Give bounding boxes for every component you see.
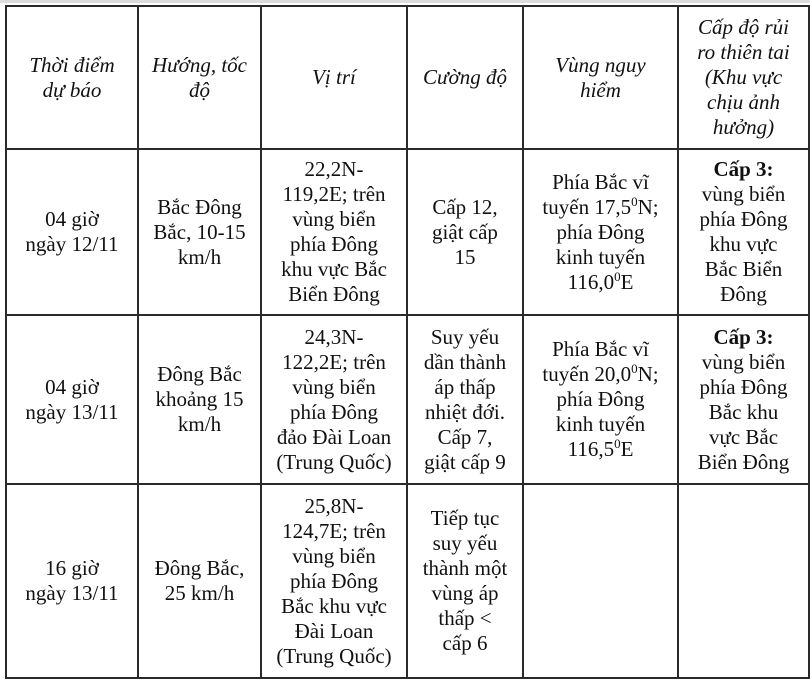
cell-time: 04 giờ ngày 12/11 bbox=[6, 149, 138, 315]
storm-forecast-table bbox=[5, 5, 810, 679]
cell-risk-level: Cấp 3: vùng biển phía Đông Bắc khu vực Bắc Biển Đông bbox=[678, 315, 809, 484]
cell-risk-level: Cấp 3: vùng biển phía Đông khu vực Bắc Biển Đông bbox=[678, 149, 809, 315]
latitude-line: tuyến 20,0$^0$N; bbox=[542, 361, 659, 386]
cell-time: 16 giờ ngày 13/11 bbox=[6, 484, 138, 678]
risk-level-label: Cấp 3: bbox=[713, 324, 774, 349]
longitude-line: 116,0$^0$E bbox=[567, 268, 634, 294]
cell-danger-zone-empty bbox=[523, 484, 678, 678]
top-border-strip bbox=[0, 0, 810, 3]
header-position: Vị trí bbox=[261, 6, 407, 149]
header-danger-zone: Vùng nguy hiểm bbox=[523, 6, 678, 149]
header-direction-speed: Hướng, tốc độ bbox=[138, 6, 261, 149]
cell-intensity: Tiếp tục suy yếu thành một vùng áp thấp < cấp 6 bbox=[407, 484, 523, 678]
cell-danger-zone: Phía Bắc vĩ tuyến 17,5$^0$N; phía Đông kinh tuyến 116,0$^0$E bbox=[523, 149, 678, 315]
cell-position: 25,8N- 124,7E; trên vùng biển phía Đông Bắc khu vực Đài Loan (Trung Quốc) bbox=[261, 484, 407, 678]
cell-danger-zone: Phía Bắc vĩ tuyến 20,0$^0$N; phía Đông kinh tuyến 116,5$^0$E bbox=[523, 315, 678, 484]
risk-level-label: Cấp 3: bbox=[713, 157, 774, 181]
header-intensity: Cường độ bbox=[407, 6, 523, 149]
cell-position: 22,2N- 119,2E; trên vùng biển phía Đông khu vực Bắc Biển Đông bbox=[261, 149, 407, 315]
cell-time: 04 giờ ngày 13/11 bbox=[6, 315, 138, 484]
cell-direction-speed: Đông Bắc, 25 km/h bbox=[138, 484, 261, 678]
table-row bbox=[6, 149, 809, 315]
cell-intensity: Cấp 12, giật cấp 15 bbox=[407, 149, 523, 315]
cell-direction-speed: Bắc Đông Bắc, 10-15 km/h bbox=[138, 149, 261, 315]
table-header-row bbox=[6, 6, 809, 149]
cell-position: 24,3N- 122,2E; trên vùng biển phía Đông đảo Đài Loan (Trung Quốc) bbox=[261, 315, 407, 484]
longitude-line: 116,5$^0$E bbox=[567, 436, 634, 461]
table-row bbox=[6, 484, 809, 678]
cell-risk-level-empty bbox=[678, 484, 809, 678]
header-forecast-time: Thời điểm dự báo bbox=[6, 6, 138, 149]
table-row bbox=[6, 315, 809, 484]
cell-direction-speed: Đông Bắc khoảng 15 km/h bbox=[138, 315, 261, 484]
cell-intensity: Suy yếu dần thành áp thấp nhiệt đới. Cấp 7, giật cấp 9 bbox=[407, 315, 523, 484]
header-risk-level: Cấp độ rủi ro thiên tai (Khu vực chịu ảnh hưởng) bbox=[678, 6, 809, 149]
latitude-line: tuyến 17,5$^0$N; bbox=[542, 193, 659, 219]
